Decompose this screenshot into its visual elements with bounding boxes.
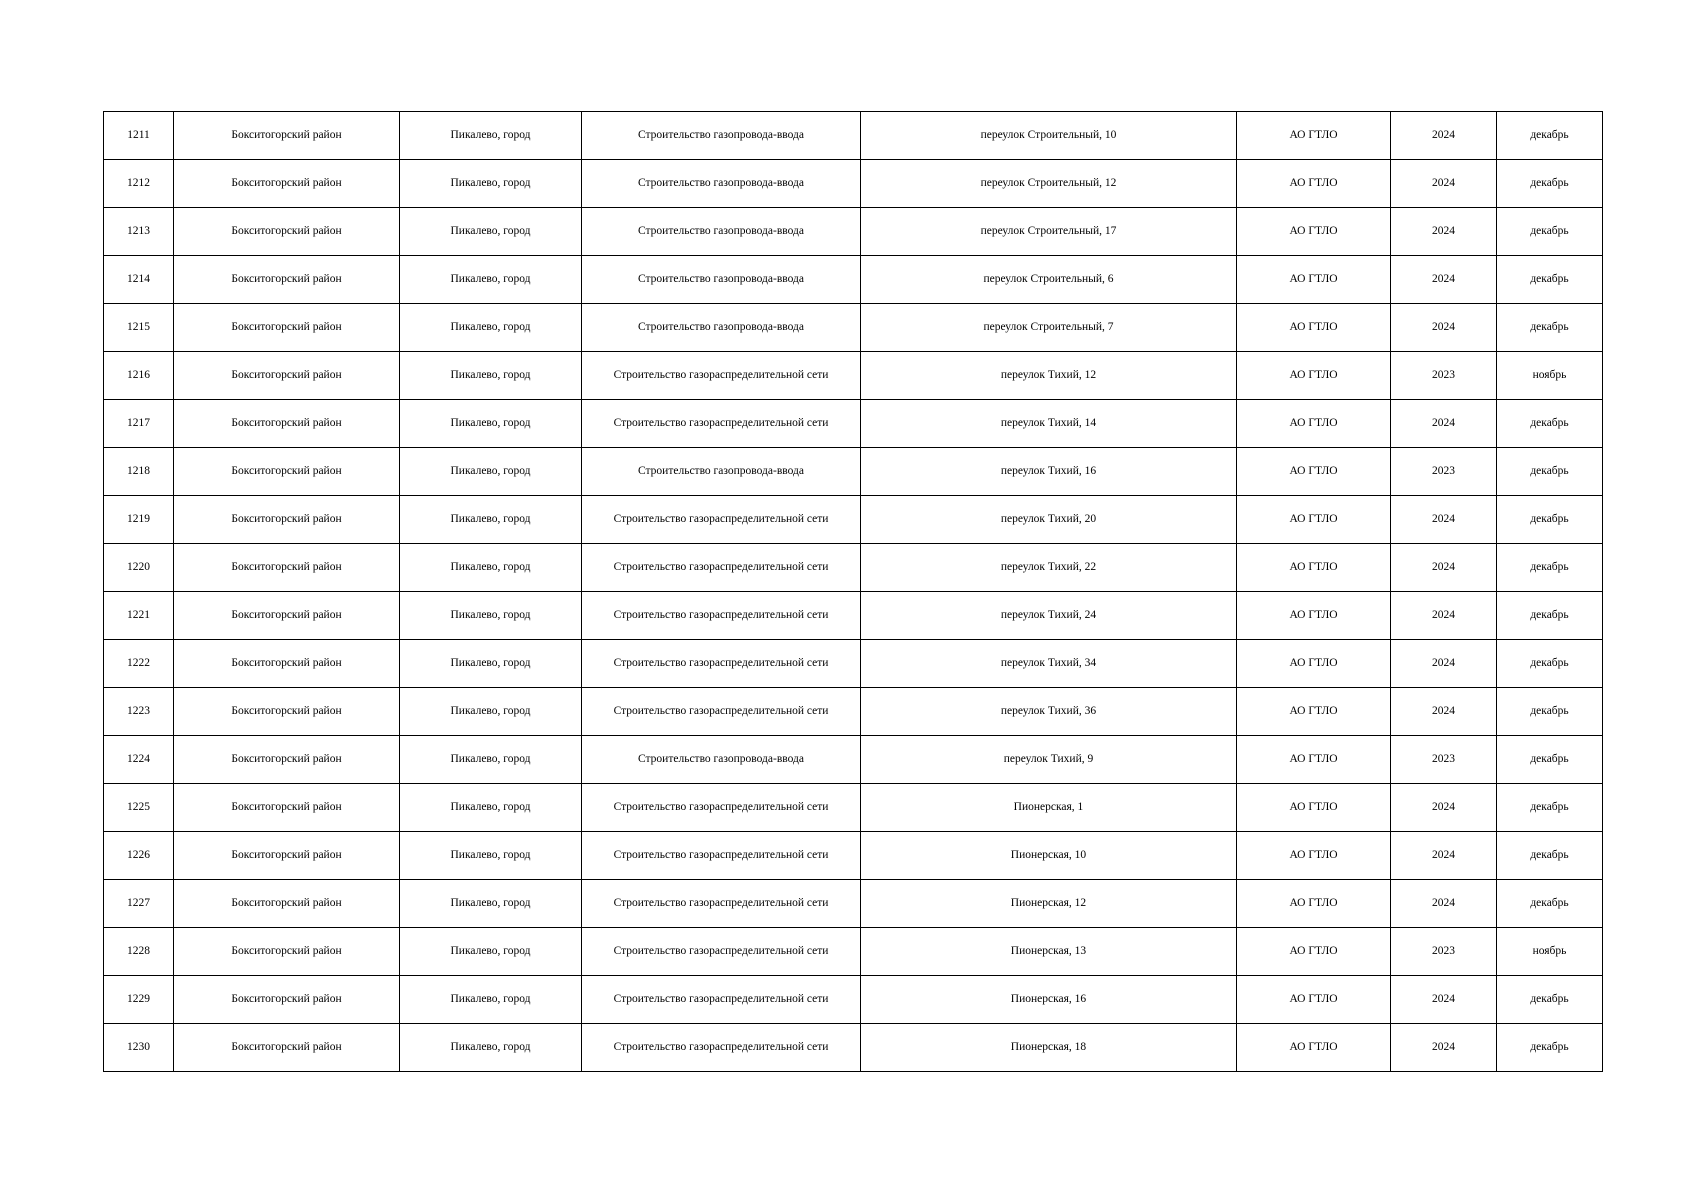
- district-cell: Бокситогорский район: [174, 448, 400, 496]
- month-cell: декабрь: [1497, 688, 1603, 736]
- address-cell: переулок Строительный, 7: [861, 304, 1237, 352]
- organization-cell: АО ГТЛО: [1237, 832, 1391, 880]
- organization-cell: АО ГТЛО: [1237, 592, 1391, 640]
- locality-cell: Пикалево, город: [400, 256, 582, 304]
- table-row: [104, 256, 1603, 304]
- locality-cell: Пикалево, город: [400, 400, 582, 448]
- organization-cell: АО ГТЛО: [1237, 352, 1391, 400]
- work-type-cell: Строительство газораспределительной сети: [582, 544, 861, 592]
- district-cell: Бокситогорский район: [174, 928, 400, 976]
- work-type-cell: Строительство газораспределительной сети: [582, 640, 861, 688]
- table-row: [104, 448, 1603, 496]
- work-type-cell: Строительство газораспределительной сети: [582, 1024, 861, 1072]
- organization-cell: АО ГТЛО: [1237, 928, 1391, 976]
- work-type-cell: Строительство газопровода-ввода: [582, 736, 861, 784]
- organization-cell: АО ГТЛО: [1237, 544, 1391, 592]
- month-cell: декабрь: [1497, 208, 1603, 256]
- address-cell: Пионерская, 18: [861, 1024, 1237, 1072]
- month-cell: декабрь: [1497, 1024, 1603, 1072]
- work-type-cell: Строительство газопровода-ввода: [582, 160, 861, 208]
- locality-cell: Пикалево, город: [400, 208, 582, 256]
- address-cell: Пионерская, 16: [861, 976, 1237, 1024]
- month-cell: декабрь: [1497, 832, 1603, 880]
- district-cell: Бокситогорский район: [174, 1024, 400, 1072]
- table-row: [104, 352, 1603, 400]
- work-type-cell: Строительство газораспределительной сети: [582, 976, 861, 1024]
- locality-cell: Пикалево, город: [400, 1024, 582, 1072]
- address-cell: переулок Тихий, 36: [861, 688, 1237, 736]
- month-cell: декабрь: [1497, 304, 1603, 352]
- locality-cell: Пикалево, город: [400, 736, 582, 784]
- locality-cell: Пикалево, город: [400, 880, 582, 928]
- address-cell: переулок Тихий, 24: [861, 592, 1237, 640]
- locality-cell: Пикалево, город: [400, 688, 582, 736]
- year-cell: 2024: [1391, 112, 1497, 160]
- locality-cell: Пикалево, город: [400, 832, 582, 880]
- row-number-cell: 1218: [104, 448, 174, 496]
- locality-cell: Пикалево, город: [400, 592, 582, 640]
- month-cell: декабрь: [1497, 784, 1603, 832]
- year-cell: 2024: [1391, 832, 1497, 880]
- year-cell: 2024: [1391, 304, 1497, 352]
- row-number-cell: 1224: [104, 736, 174, 784]
- year-cell: 2023: [1391, 448, 1497, 496]
- row-number-cell: 1220: [104, 544, 174, 592]
- table-row: [104, 880, 1603, 928]
- district-cell: Бокситогорский район: [174, 256, 400, 304]
- year-cell: 2024: [1391, 496, 1497, 544]
- work-type-cell: Строительство газопровода-ввода: [582, 256, 861, 304]
- work-type-cell: Строительство газораспределительной сети: [582, 592, 861, 640]
- month-cell: декабрь: [1497, 544, 1603, 592]
- locality-cell: Пикалево, город: [400, 352, 582, 400]
- year-cell: 2023: [1391, 736, 1497, 784]
- table-row: [104, 1024, 1603, 1072]
- work-type-cell: Строительство газораспределительной сети: [582, 688, 861, 736]
- table-row: [104, 832, 1603, 880]
- work-type-cell: Строительство газораспределительной сети: [582, 832, 861, 880]
- row-number-cell: 1214: [104, 256, 174, 304]
- month-cell: декабрь: [1497, 496, 1603, 544]
- year-cell: 2024: [1391, 400, 1497, 448]
- organization-cell: АО ГТЛО: [1237, 880, 1391, 928]
- work-type-cell: Строительство газопровода-ввода: [582, 304, 861, 352]
- district-cell: Бокситогорский район: [174, 880, 400, 928]
- district-cell: Бокситогорский район: [174, 688, 400, 736]
- address-cell: переулок Тихий, 20: [861, 496, 1237, 544]
- address-cell: Пионерская, 13: [861, 928, 1237, 976]
- district-cell: Бокситогорский район: [174, 784, 400, 832]
- organization-cell: АО ГТЛО: [1237, 112, 1391, 160]
- organization-cell: АО ГТЛО: [1237, 496, 1391, 544]
- year-cell: 2024: [1391, 544, 1497, 592]
- year-cell: 2024: [1391, 160, 1497, 208]
- row-number-cell: 1228: [104, 928, 174, 976]
- district-cell: Бокситогорский район: [174, 112, 400, 160]
- address-cell: Пионерская, 10: [861, 832, 1237, 880]
- address-cell: переулок Строительный, 12: [861, 160, 1237, 208]
- table-row: [104, 112, 1603, 160]
- organization-cell: АО ГТЛО: [1237, 400, 1391, 448]
- locality-cell: Пикалево, город: [400, 928, 582, 976]
- district-cell: Бокситогорский район: [174, 304, 400, 352]
- address-cell: переулок Строительный, 6: [861, 256, 1237, 304]
- table-row: [104, 928, 1603, 976]
- locality-cell: Пикалево, город: [400, 544, 582, 592]
- row-number-cell: 1226: [104, 832, 174, 880]
- address-cell: Пионерская, 12: [861, 880, 1237, 928]
- table-row: [104, 736, 1603, 784]
- organization-cell: АО ГТЛО: [1237, 256, 1391, 304]
- table-body: [104, 112, 1603, 1072]
- district-cell: Бокситогорский район: [174, 640, 400, 688]
- district-cell: Бокситогорский район: [174, 832, 400, 880]
- district-cell: Бокситогорский район: [174, 736, 400, 784]
- year-cell: 2024: [1391, 976, 1497, 1024]
- month-cell: ноябрь: [1497, 928, 1603, 976]
- district-cell: Бокситогорский район: [174, 208, 400, 256]
- row-number-cell: 1227: [104, 880, 174, 928]
- locality-cell: Пикалево, город: [400, 448, 582, 496]
- year-cell: 2024: [1391, 1024, 1497, 1072]
- district-cell: Бокситогорский район: [174, 496, 400, 544]
- address-cell: переулок Тихий, 22: [861, 544, 1237, 592]
- table-row: [104, 400, 1603, 448]
- row-number-cell: 1219: [104, 496, 174, 544]
- year-cell: 2024: [1391, 688, 1497, 736]
- gasification-schedule-table: [103, 111, 1603, 1072]
- table-row: [104, 304, 1603, 352]
- district-cell: Бокситогорский район: [174, 976, 400, 1024]
- address-cell: переулок Строительный, 10: [861, 112, 1237, 160]
- table-row: [104, 592, 1603, 640]
- locality-cell: Пикалево, город: [400, 976, 582, 1024]
- locality-cell: Пикалево, город: [400, 640, 582, 688]
- address-cell: переулок Тихий, 9: [861, 736, 1237, 784]
- organization-cell: АО ГТЛО: [1237, 160, 1391, 208]
- table-row: [104, 496, 1603, 544]
- year-cell: 2023: [1391, 928, 1497, 976]
- work-type-cell: Строительство газораспределительной сети: [582, 928, 861, 976]
- organization-cell: АО ГТЛО: [1237, 448, 1391, 496]
- year-cell: 2024: [1391, 784, 1497, 832]
- organization-cell: АО ГТЛО: [1237, 688, 1391, 736]
- row-number-cell: 1221: [104, 592, 174, 640]
- district-cell: Бокситогорский район: [174, 544, 400, 592]
- month-cell: декабрь: [1497, 640, 1603, 688]
- work-type-cell: Строительство газораспределительной сети: [582, 496, 861, 544]
- table-row: [104, 784, 1603, 832]
- year-cell: 2024: [1391, 640, 1497, 688]
- district-cell: Бокситогорский район: [174, 592, 400, 640]
- address-cell: Пионерская, 1: [861, 784, 1237, 832]
- organization-cell: АО ГТЛО: [1237, 1024, 1391, 1072]
- year-cell: 2024: [1391, 208, 1497, 256]
- address-cell: переулок Тихий, 16: [861, 448, 1237, 496]
- table-row: [104, 976, 1603, 1024]
- table-row: [104, 544, 1603, 592]
- address-cell: переулок Тихий, 14: [861, 400, 1237, 448]
- row-number-cell: 1212: [104, 160, 174, 208]
- work-type-cell: Строительство газораспределительной сети: [582, 880, 861, 928]
- row-number-cell: 1216: [104, 352, 174, 400]
- work-type-cell: Строительство газораспределительной сети: [582, 352, 861, 400]
- month-cell: декабрь: [1497, 112, 1603, 160]
- row-number-cell: 1229: [104, 976, 174, 1024]
- table-row: [104, 688, 1603, 736]
- row-number-cell: 1223: [104, 688, 174, 736]
- address-cell: переулок Строительный, 17: [861, 208, 1237, 256]
- row-number-cell: 1215: [104, 304, 174, 352]
- month-cell: декабрь: [1497, 592, 1603, 640]
- organization-cell: АО ГТЛО: [1237, 784, 1391, 832]
- month-cell: декабрь: [1497, 976, 1603, 1024]
- year-cell: 2023: [1391, 352, 1497, 400]
- organization-cell: АО ГТЛО: [1237, 640, 1391, 688]
- row-number-cell: 1222: [104, 640, 174, 688]
- row-number-cell: 1211: [104, 112, 174, 160]
- table-row: [104, 208, 1603, 256]
- month-cell: декабрь: [1497, 448, 1603, 496]
- organization-cell: АО ГТЛО: [1237, 208, 1391, 256]
- locality-cell: Пикалево, город: [400, 496, 582, 544]
- organization-cell: АО ГТЛО: [1237, 976, 1391, 1024]
- row-number-cell: 1225: [104, 784, 174, 832]
- table-row: [104, 160, 1603, 208]
- work-type-cell: Строительство газораспределительной сети: [582, 400, 861, 448]
- month-cell: декабрь: [1497, 736, 1603, 784]
- table-row: [104, 640, 1603, 688]
- address-cell: переулок Тихий, 12: [861, 352, 1237, 400]
- year-cell: 2024: [1391, 880, 1497, 928]
- month-cell: ноябрь: [1497, 352, 1603, 400]
- work-type-cell: Строительство газораспределительной сети: [582, 784, 861, 832]
- district-cell: Бокситогорский район: [174, 160, 400, 208]
- row-number-cell: 1230: [104, 1024, 174, 1072]
- district-cell: Бокситогорский район: [174, 352, 400, 400]
- district-cell: Бокситогорский район: [174, 400, 400, 448]
- month-cell: декабрь: [1497, 256, 1603, 304]
- row-number-cell: 1217: [104, 400, 174, 448]
- month-cell: декабрь: [1497, 160, 1603, 208]
- organization-cell: АО ГТЛО: [1237, 736, 1391, 784]
- locality-cell: Пикалево, город: [400, 784, 582, 832]
- work-type-cell: Строительство газопровода-ввода: [582, 448, 861, 496]
- locality-cell: Пикалево, город: [400, 112, 582, 160]
- work-type-cell: Строительство газопровода-ввода: [582, 112, 861, 160]
- row-number-cell: 1213: [104, 208, 174, 256]
- locality-cell: Пикалево, город: [400, 304, 582, 352]
- year-cell: 2024: [1391, 256, 1497, 304]
- locality-cell: Пикалево, город: [400, 160, 582, 208]
- address-cell: переулок Тихий, 34: [861, 640, 1237, 688]
- organization-cell: АО ГТЛО: [1237, 304, 1391, 352]
- work-type-cell: Строительство газопровода-ввода: [582, 208, 861, 256]
- month-cell: декабрь: [1497, 880, 1603, 928]
- year-cell: 2024: [1391, 592, 1497, 640]
- month-cell: декабрь: [1497, 400, 1603, 448]
